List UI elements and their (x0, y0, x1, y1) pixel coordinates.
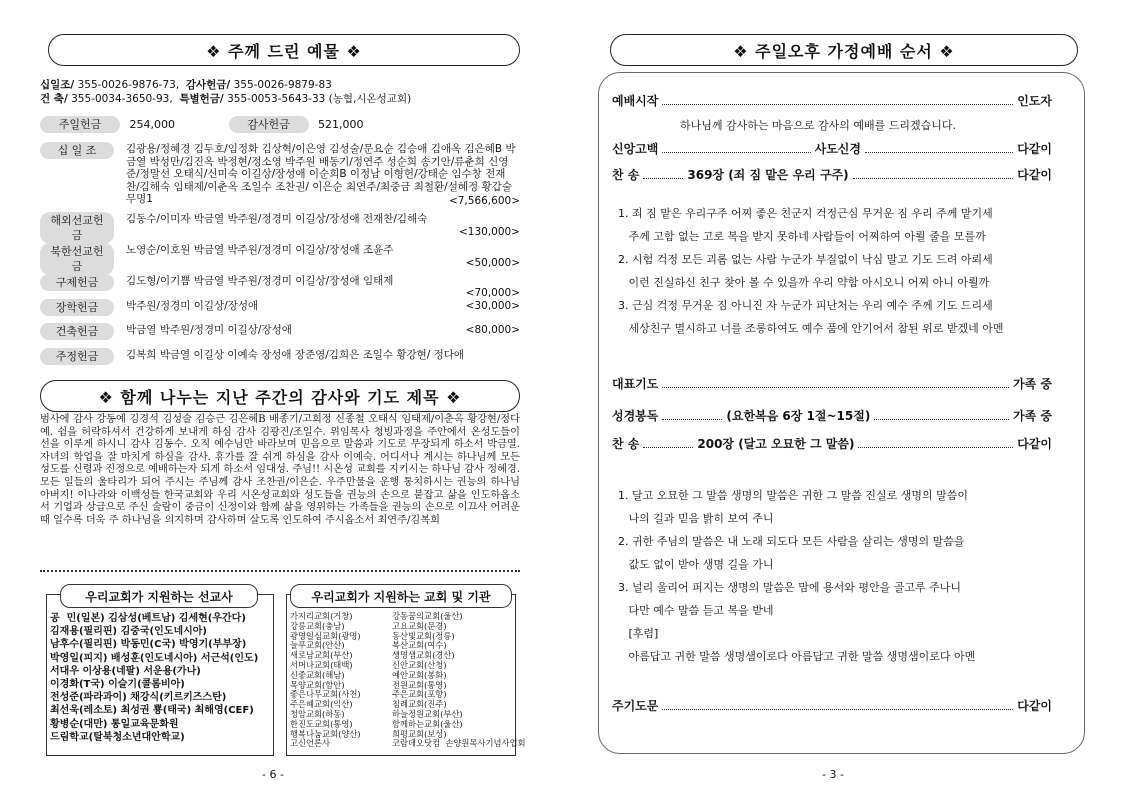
offering-label: 해외선교헌금 (40, 212, 114, 244)
order-name: 대표기도 (612, 377, 659, 391)
page-number: - 6 - (262, 768, 284, 781)
offering-row (40, 274, 530, 300)
order-who: 가족 중 (1013, 377, 1052, 391)
page-number: - 3 - (822, 768, 844, 781)
order-name: 찬 송 (612, 168, 640, 182)
offering-label: 건축헌금 (40, 323, 114, 340)
church-entry: 청암교회(하동) (290, 708, 345, 719)
dots (662, 387, 1009, 388)
church-entry: 침례교회(진주) (392, 699, 447, 710)
worship-title: ❖ 주일오후 가정예배 순서 ❖ (610, 34, 1078, 66)
missionary-entry: 전성준(파라과이) 채강식(키르키즈스탄) (50, 692, 227, 704)
lyric-line: 2. 귀한 주님의 말씀은 내 노래 되도다 모든 사람을 살리는 생명의 말씀을 (618, 535, 965, 548)
missionary-entry: 황병순(대만) 통일교육문화원 (50, 718, 179, 730)
church-entry: 서머나교회(태백) (290, 659, 353, 670)
offering-amount: <70,000> (465, 287, 520, 299)
order-detail: 200장 (달고 오묘한 그 말씀) (697, 437, 855, 451)
offering-label: 북한선교헌금 (40, 243, 114, 275)
accounts (40, 78, 411, 106)
account-number: 355-0026-9876-73, (74, 79, 180, 91)
church-entry: 강릉교회(충남) (290, 620, 345, 631)
intro-text: 하나님께 감사하는 마음으로 감사의 예배를 드리겠습니다. (680, 119, 957, 132)
account-number: 355-0034-3650-93, (67, 93, 173, 105)
missionary-entry: 남후수(필리핀) 박동민(C국) 박영기(부부장) (50, 639, 247, 651)
church-entry: 늘푸교회(안산) (290, 640, 345, 651)
church-entry: 희평교회(보성) (392, 728, 447, 739)
church-entry: 전원교회(통영) (392, 679, 447, 690)
offerings-title: ❖ 주께 드린 예물 ❖ (48, 34, 520, 66)
missionary-entry: 이경화(T국) 이슬기(콜롬비아) (50, 679, 185, 691)
missionary-entry: 박영일(피지) 배성훈(인도네시아) 서근석(인도) (50, 652, 259, 664)
thanks-offering-label: 감사헌금 (229, 116, 309, 133)
offering-names: 박금열 박주원/정경미 이길상/장성애 (126, 324, 292, 336)
church-entry: 강동꿈의교회(울산) (392, 611, 463, 621)
offering-amount: <30,000> (465, 300, 520, 312)
offering-label: 십 일 조 (40, 142, 114, 159)
church-entry: 하늘정원교회(부산) (392, 708, 463, 719)
left-page (0, 0, 560, 793)
dots (865, 152, 1013, 153)
church-entry: 신안교회(산청) (392, 659, 447, 670)
sunday-offering-amount: 254,000 (129, 118, 175, 131)
lyric-line: 이런 진실하신 친구 찾아 볼 수 있을까 우리 약함 아시오니 어찌 아니 아뢸까 (618, 276, 990, 289)
order-who: 인도자 (1017, 94, 1052, 108)
order-item (612, 92, 1052, 109)
offering-names: 김도형/이기쁨 박금열 박주원/정경미 이길상/장성애 임태제 (126, 275, 394, 287)
church-entry: 가지리교회(거창) (290, 611, 353, 621)
order-name: 성경봉독 (612, 409, 659, 423)
offering-row (40, 323, 530, 341)
churches-title: 우리교회가 지원하는 교회 및 기관 (290, 584, 512, 608)
church-entry: 새로남교회(부산) (290, 650, 353, 661)
missions-title: 우리교회가 지원하는 선교사 (60, 584, 258, 608)
offering-names: 김동수/이미자 박금열 박주원/정경미 이길상/장성애 전재찬/김해숙 (126, 213, 428, 225)
thanks-prayer-text: 범사에 감사 강동예 김경석 김성술 김승근 김은혜B 배종기/고희정 신종철 오태식 임태제/이춘옥 황강현/정다예. 쉼을 허락하셔서 건강하게 보내게 하심 감사 김광진/조일수. 위임목사 청빙과정을 주안에서 온성도들이 선을 이루게 하시니 감사 김동수. 오직 예수님만 바라보며 믿음으로 말씀과 기도로 무장되게 하소서 박금열. 자녀의 학업을 잘 마치게 하심을 감사. 휴가를 잘 쉬게 하심을 감사 이예숙. 어디서나 계시는 하나님께 모든 성도를 신령과 진정으로 예배하는자 되게 하소서 임대성. 주님!! 시온성 교회를 지키시는 하나님 감사 정혜경. 모든 일들의 울타리가 되어 주시는 주님께 감사 조찬권/이은순. 우주만물을 운행 통치하시는 권능의 하나님 아버지! 이나라와 이백성들 한국교회와 우리 시온성교회와 성도들을 권능의 손으로 붙잡고 삶을 인도하옵소서 기업과 상급으로 주신 술람이 중금이 신정이와 함께 삶을 영위하는 가족들을 권능의 손으로 이끄사 어려운때 일수록 더욱 주 하나님을 의지하며 감사하며 살도록 인도하여 주시옵소서 최연주/김복희 (40, 414, 520, 526)
offering-row (40, 348, 530, 376)
lyric-line: 2. 시험 걱정 모든 괴롬 없는 사람 누군가 부질없이 낙심 말고 기도 드려 아뢰세 (618, 253, 993, 266)
offering-names: 노영순/이호원 박금열 박주원/정경미 이길상/장성애 조윤주 (126, 244, 394, 256)
thanks-prayer-title: ❖ 함께 나누는 지난 주간의 감사와 기도 제목 ❖ (40, 380, 520, 412)
church-entry: 신좋교회(해남) (290, 669, 345, 680)
order-name: 신앙고백 (612, 142, 659, 156)
dots (874, 419, 1009, 420)
thanks-offering-amount: 521,000 (318, 118, 364, 131)
sunday-offering-label: 주일헌금 (40, 116, 120, 133)
order-name: 예배시작 (612, 94, 659, 108)
dots (858, 447, 1013, 448)
account-number: 355-0026-9879-83 (230, 79, 332, 91)
church-entry: 광명일심교회(광명) (290, 630, 361, 641)
church-entry: 동산빛교회(정릉) (392, 630, 455, 641)
offering-row (40, 299, 530, 317)
offering-row (40, 243, 530, 271)
account-label: 특별헌금/ (179, 93, 224, 105)
lyric-line: 아름답고 귀한 말씀 생명샘이로다 아름답고 귀한 말씀 생명샘이로다 아멘 (618, 650, 976, 663)
right-page (560, 0, 1121, 793)
missionary-entry: 공 민(일본) 김삼성(베트남) 김세현(우간다) (50, 613, 246, 624)
church-entry: 한진도교회(통영) (290, 718, 353, 729)
offering-amount: <50,000> (465, 257, 520, 269)
offering-label: 구제헌금 (40, 274, 114, 291)
order-detail: 사도신경 (814, 142, 861, 156)
lyric-line: 값도 없이 받아 생명 길을 가니 (618, 558, 774, 571)
offering-amount: <7,566,600> (448, 195, 520, 207)
order-item (612, 140, 1052, 157)
offering-row (40, 212, 530, 240)
order-detail: 369장 (죄 짐 맡은 우리 구주) (687, 168, 849, 182)
churches-list-2 (392, 611, 526, 749)
churches-list-1 (290, 612, 390, 749)
lyric-line: 다만 예수 말씀 듣고 복을 받네 (618, 604, 774, 617)
account-number: 355-0053-5643-33 (농협,시온성교회) (223, 93, 412, 105)
offering-names: 김광용/정혜경 김두호/임정화 김상혁/이은영 김성술/문요순 김승애 김애옥 김은혜B 박금열 박성만/김진옥 박정현/정소영 박주원 배동기/정연주 성순희 송기안/류춘희 신영준/정말선 오태식/신미숙 이길상/장성애 이순희B 이정남 이형헌/강태순 임수창 전재찬/김해숙 임태제/이춘옥 조일수 조찬권/ 이은순 최연주/최중금 최철환/설혜정 황갑술 무명1 (126, 143, 516, 205)
order-who: 다같이 (1017, 168, 1052, 182)
lyric-line: 나의 길과 믿음 밝히 보여 주니 (618, 512, 774, 525)
account-label: 감사헌금/ (185, 79, 231, 91)
offering-names: 박주원/정경미 이길상/장성애 (126, 300, 259, 312)
order-who: 다같이 (1017, 699, 1052, 713)
order-who: 다같이 (1017, 142, 1052, 156)
church-entry: 고요교회(문경) (392, 620, 447, 631)
lyric-line: [후렴] (618, 627, 659, 640)
missions-list (50, 612, 272, 744)
dots (643, 447, 693, 448)
lyric-line: 세상친구 멸시하고 너를 조롱하여도 예수 품에 안기어서 참된 위로 받겠네 아멘 (618, 322, 1004, 335)
order-detail: (요한복음 6장 1절~15절) (726, 409, 871, 423)
church-entry: 생명샘교회(경산) (392, 650, 455, 661)
offering-label: 주정헌금 (40, 348, 114, 365)
church-entry: 고신언론사 (290, 738, 331, 749)
order-item (612, 435, 1052, 452)
missionary-entry: 최선욱(레소토) 최성권 뿅(태국) 최해영(CEF) (50, 705, 254, 717)
order-item (612, 166, 1052, 183)
order-item (612, 407, 1052, 424)
lyric-line: 3. 널리 울리어 퍼지는 생명의 말씀은 맘에 용서와 평안을 골고루 주나니 (618, 581, 961, 594)
account-label: 십일조/ (40, 79, 75, 91)
church-entry: 좋은나무교회(사천) (290, 689, 361, 700)
offering-row (40, 142, 530, 206)
order-who: 다같이 (1017, 437, 1052, 451)
missionary-entry: 서대우 이상용(네팔) 서운용(가나) (50, 665, 201, 677)
dots (853, 178, 1014, 179)
totals-row (40, 116, 364, 133)
order-item (612, 697, 1052, 714)
order-who: 가족 중 (1013, 409, 1052, 423)
lyric-line: 1. 달고 오묘한 그 말씀 생명의 말씀은 귀한 그 말씀 진실로 생명의 말씀이 (618, 489, 968, 502)
hymn-200-lyrics (618, 484, 1058, 668)
dots (643, 178, 683, 179)
church-entry: 주은혜교회(익산) (290, 699, 353, 710)
offering-label: 장학헌금 (40, 299, 114, 316)
lyric-line: 1. 죄 짐 맡은 우리구주 어찌 좋은 친군지 걱정근심 무거운 짐 우리 주께 맡기세 (618, 207, 993, 220)
order-name: 주기도문 (612, 699, 659, 713)
offering-names: 김복희 박금열 이길상 이예숙 장성애 장준영/김희은 조일수 황강현/ 정다애 (126, 349, 465, 361)
church-entry: 예안교회(봉화) (392, 669, 447, 680)
dots (662, 104, 1013, 105)
offering-amount: <130,000> (458, 226, 520, 238)
order-name: 찬 송 (612, 437, 640, 451)
church-entry: 함께하는교회(울산) (392, 718, 463, 729)
dots (662, 709, 1013, 710)
account-label: 건 축/ (40, 93, 68, 105)
lyric-line: 3. 근심 걱정 무거운 짐 아니진 자 누군가 피난처는 우리 예수 주께 기도 드리세 (618, 299, 993, 312)
church-entry: 목양교회(함안) (290, 679, 345, 690)
lyric-line: 주께 고함 없는 고로 복을 받지 못하네 사람들이 어찌하여 아뢸 줄을 모를까 (618, 230, 986, 243)
hymn-369-lyrics (618, 202, 1058, 340)
dots (662, 152, 810, 153)
church-entry: 주은교회(포항) (392, 689, 447, 700)
dots (662, 419, 722, 420)
church-entry: 코람데오닷컴 손양원목사기념사업회 (392, 738, 526, 749)
church-entry: 행복나눔교회(양산) (290, 728, 361, 739)
church-entry: 복산교회(여수) (392, 640, 447, 651)
missionary-entry: 드림학교(탈북청소년대안학교) (50, 731, 185, 743)
offering-amount: <80,000> (465, 324, 520, 336)
order-item (612, 375, 1052, 392)
missionary-entry: 김재용(필리핀) 김중국(인도네시아) (50, 626, 208, 638)
divider (40, 570, 520, 572)
